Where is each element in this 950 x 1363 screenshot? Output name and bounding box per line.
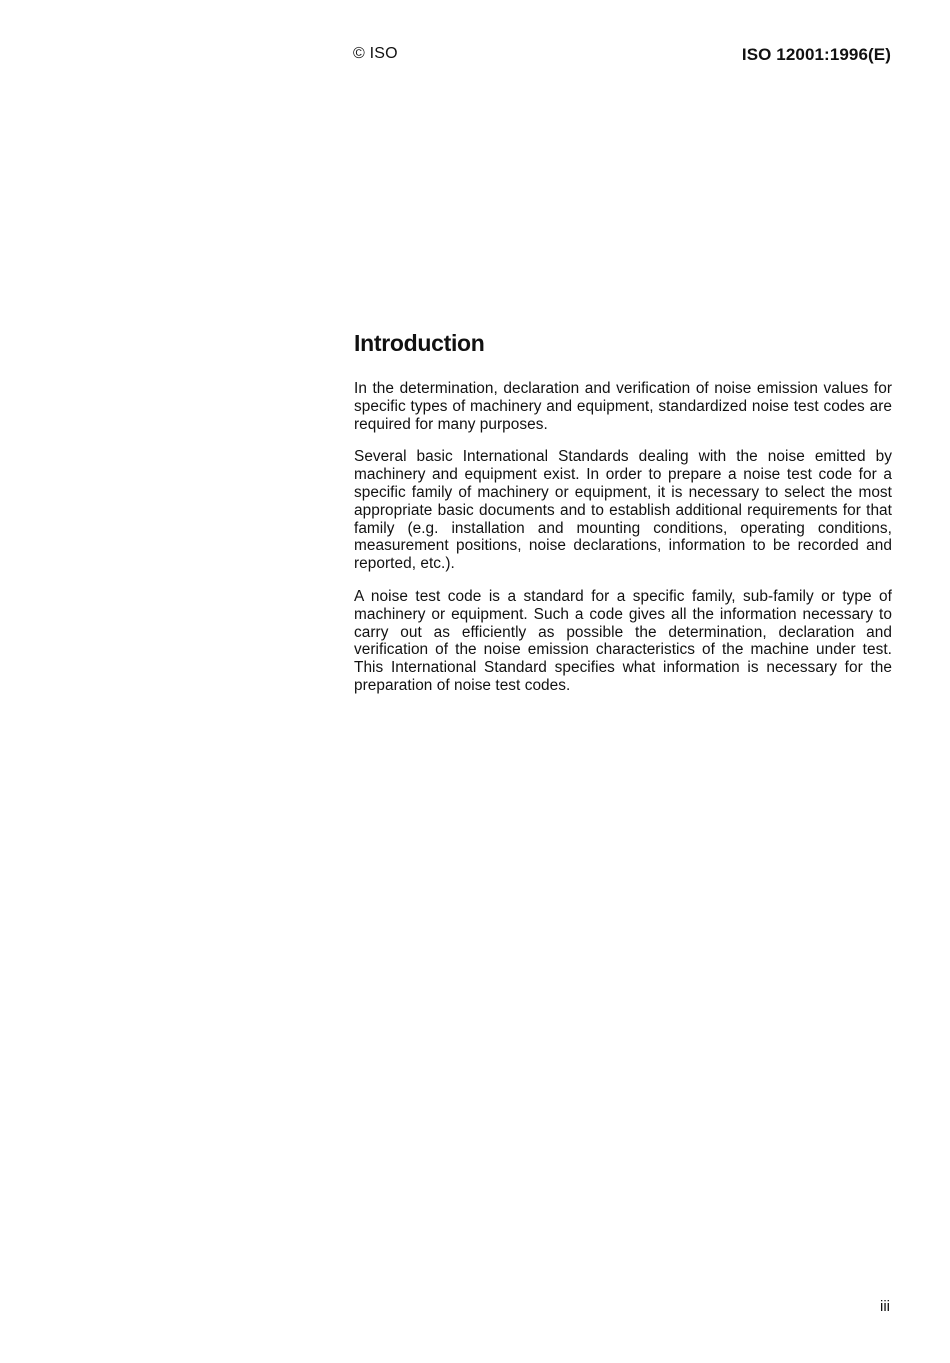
paragraph-1: In the determination, declaration and verification of noise emission values for specific types of machinery and equipment, standardized noise test codes are required for many purposes. (354, 380, 892, 433)
paragraph-2: Several basic International Standards dealing with the noise emitted by machinery and equipment exist. In order to prepare a noise test code for a specific family of machinery or equipment, it is necessary to select the most appropriate basic documents and to establish additional requirements for that family (e.g. installation and mounting conditions, operating conditions, measurement positions, noise declarations, information to be recorded and reported, etc.). (354, 448, 892, 573)
introduction-section (354, 329, 892, 710)
copyright-notice: © ISO (353, 45, 398, 62)
page-number: iii (880, 1298, 890, 1315)
section-title: Introduction (354, 330, 485, 356)
standard-identifier: ISO 12001:1996(E) (741, 45, 891, 64)
paragraph-3: A noise test code is a standard for a specific family, sub-family or type of machinery or equipment. Such a code gives all the information necessary to carry out as efficiently as possible the determination, declaration and verification of the noise emission characteristics of the machine under test. This International Standard specifies what information is necessary for the preparation of noise test codes. (354, 587, 892, 694)
